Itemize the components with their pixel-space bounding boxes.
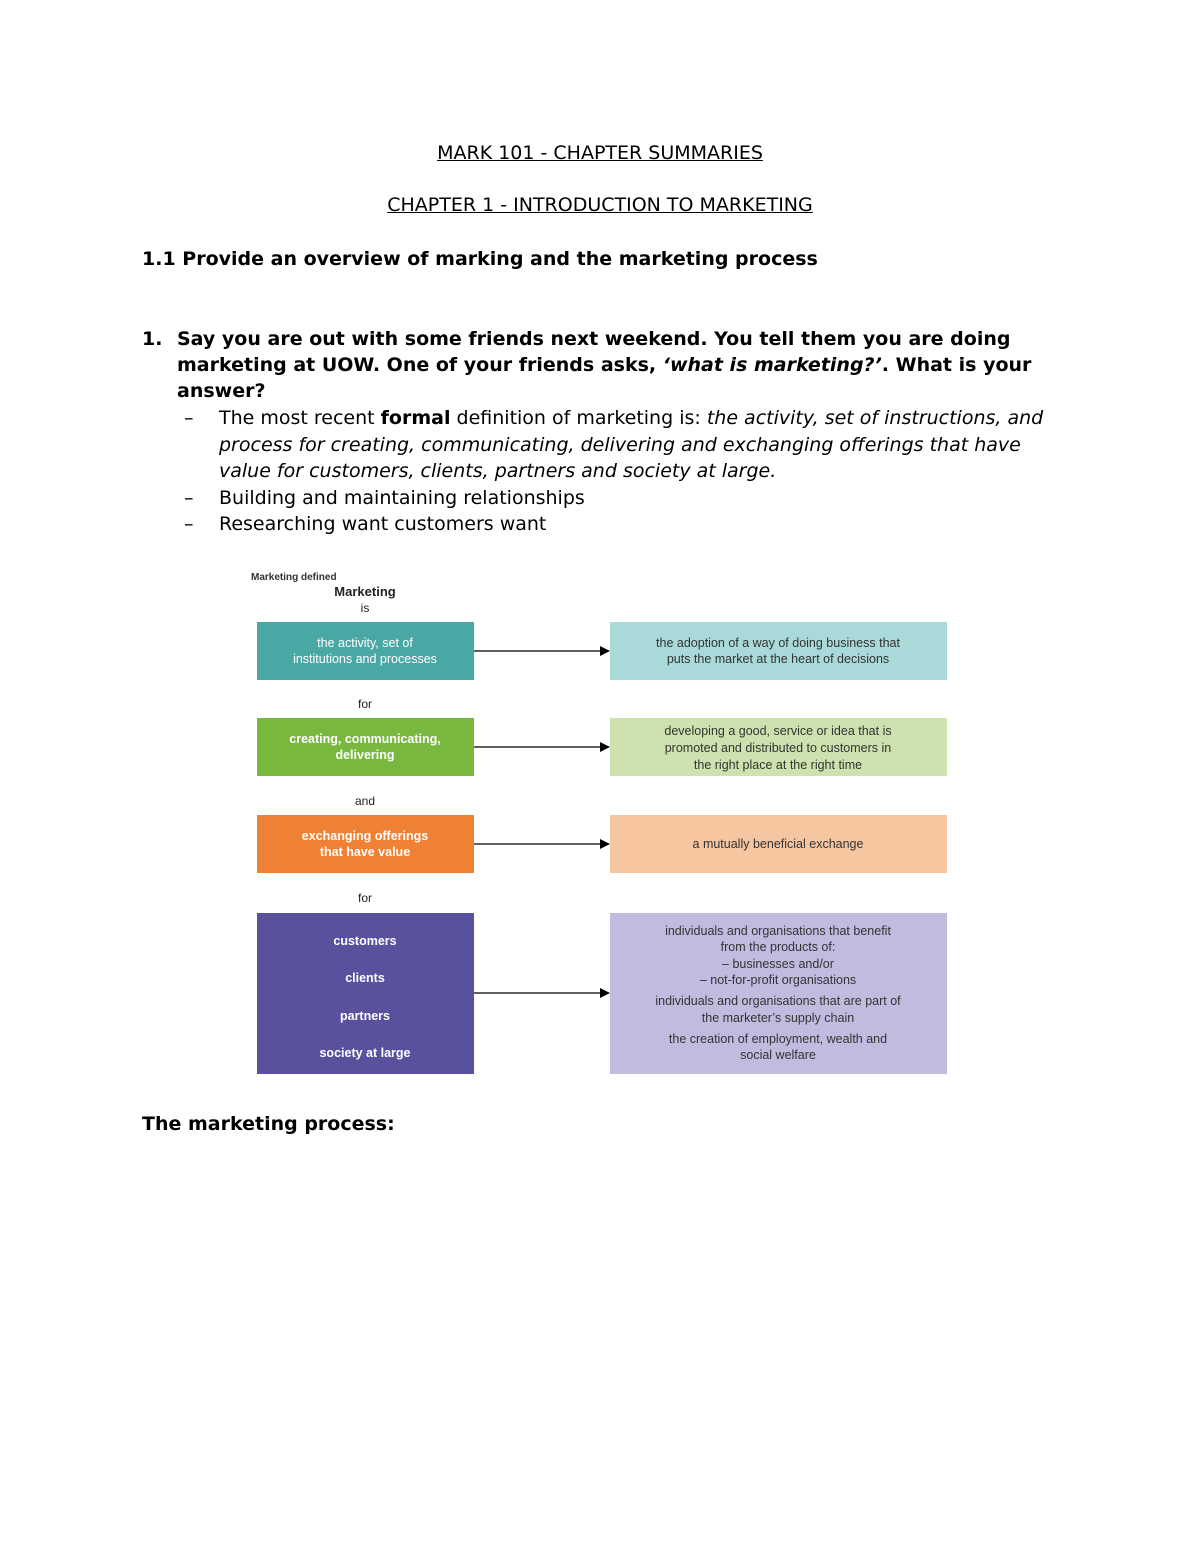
bullet-text-pre: The most recent [219, 407, 381, 429]
left-box-customers: customers [333, 934, 397, 948]
figure-head-is: is [360, 601, 370, 615]
left-box-creating-line1: creating, communicating, [289, 732, 441, 746]
left-box-society: society at large [319, 1046, 411, 1060]
figure-caption: Marketing defined [251, 572, 337, 583]
bullet-dash: – [184, 407, 194, 429]
right-box-exchange-line1: a mutually beneficial exchange [692, 837, 864, 851]
connector-and: and [354, 794, 376, 808]
bullet-dash: – [184, 513, 194, 535]
right-box-developing-line3: the right place at the right time [693, 758, 863, 772]
left-box-clients: clients [345, 971, 385, 985]
right-box-beneficiaries-line1: individuals and organisations that benefit [665, 924, 891, 938]
left-box-creating-line2: delivering [335, 748, 395, 762]
bullet-text: Researching want customers want [219, 513, 547, 535]
bullet-text-bold: formal [380, 407, 451, 429]
right-box-adoption-line1: the adoption of a way of doing business that [656, 636, 900, 650]
document-title: MARK 101 - CHAPTER SUMMARIES [437, 142, 763, 164]
marketing-process-heading: The marketing process: [142, 1113, 395, 1135]
left-box-exchanging [257, 815, 474, 873]
right-box-beneficiaries-line7: the creation of employment, wealth and [668, 1032, 888, 1046]
right-box-beneficiaries-line5: individuals and organisations that are part of [655, 994, 901, 1008]
left-box-exchanging-line2: that have value [319, 845, 411, 859]
question-text-italic: ‘what is marketing?’ [662, 354, 882, 376]
right-box-developing-line2: promoted and distributed to customers in [664, 741, 892, 755]
connector-for-2: for [357, 891, 373, 905]
figure-head-marketing: Marketing [334, 584, 396, 599]
bullet-text-italic: the activity, set of instructions, and process for creating, communicating, delivering and exchanging offerings that have value for customers, clients, partners and society at large. [219, 407, 1044, 482]
left-box-activity-line1: the activity, set of [317, 636, 413, 650]
question-text-part2: . What is your answer? [177, 354, 1032, 402]
left-box-activity [257, 622, 474, 680]
chapter-title: CHAPTER 1 - INTRODUCTION TO MARKETING [387, 194, 813, 216]
bullet-dash: – [184, 487, 194, 509]
left-box-creating [257, 718, 474, 776]
left-box-exchanging-line1: exchanging offerings [301, 829, 429, 843]
right-box-beneficiaries-line2: from the products of: [720, 940, 836, 954]
right-box-beneficiaries-line4: – not-for-profit organisations [699, 973, 857, 987]
left-box-partners: partners [339, 1009, 391, 1023]
question-text-part1: Say you are out with some friends next weekend. You tell them you are doing marketing at UOW. One of your friends asks, [177, 328, 1011, 376]
right-box-beneficiaries-line3: – businesses and/or [722, 957, 834, 971]
bullet-text: Building and maintaining relationships [219, 487, 585, 509]
right-box-adoption [610, 622, 947, 680]
bullet-text-mid: definition of marketing is: [450, 407, 707, 429]
right-box-adoption-line2: puts the market at the heart of decisions [666, 652, 890, 666]
question-number: 1. [142, 328, 163, 350]
right-box-developing-line1: developing a good, service or idea that is [664, 724, 892, 738]
left-box-activity-line2: institutions and processes [293, 652, 437, 666]
right-box-beneficiaries-line8: social welfare [740, 1048, 816, 1062]
section-heading: 1.1 Provide an overview of marking and the marketing process [142, 248, 818, 270]
right-box-beneficiaries-line6: the marketer’s supply chain [701, 1011, 855, 1025]
connector-for: for [357, 697, 373, 711]
